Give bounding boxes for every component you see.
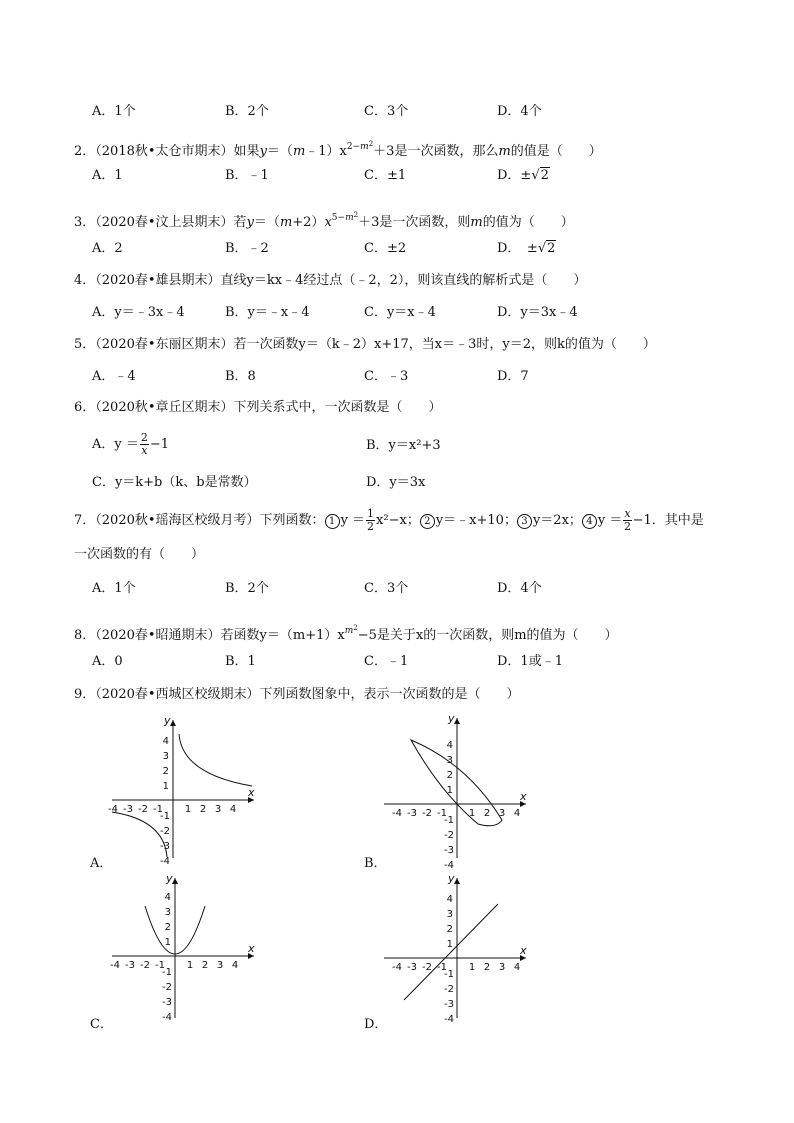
q6-number: 6． bbox=[74, 400, 96, 415]
q6-source: （2020秋•章丘区期末） bbox=[95, 400, 234, 415]
q2-post: 是一次函数，那么 bbox=[394, 144, 499, 159]
graph-d-y-tick-3: -3 bbox=[444, 999, 454, 1010]
q3-tail: 的值为（ ） bbox=[482, 215, 574, 230]
graph-c-ticks bbox=[110, 892, 238, 1023]
graph-d-y-tick-4: -4 bbox=[444, 1014, 454, 1025]
q1-option-a: A．1个 bbox=[92, 104, 136, 119]
graph-c-y-tick-2: -2 bbox=[162, 982, 172, 993]
graph-b-x-tick-2: -2 bbox=[422, 808, 432, 819]
graph-d-x-tick-4: 4 bbox=[513, 962, 521, 973]
graph-c-x-tick-1: -1 bbox=[155, 960, 165, 971]
graph-c-y-tick-4: 4 bbox=[164, 892, 171, 903]
q3-number: 3． bbox=[74, 215, 96, 230]
q3-option-c: C．±2 bbox=[364, 241, 407, 256]
graph-b-y-tick-4: -4 bbox=[444, 860, 454, 871]
q8-number: 8． bbox=[74, 628, 96, 643]
q8-option-a: A．0 bbox=[92, 654, 123, 669]
graph-a-curve-upper bbox=[179, 734, 252, 786]
graph-c-x-tick-1: 1 bbox=[186, 960, 194, 971]
graph-d-y-axis-label: y bbox=[448, 872, 455, 885]
q5-number: 5． bbox=[74, 337, 96, 352]
graph-b-y-tick-2: 2 bbox=[446, 770, 453, 781]
q5-option-a: A．﹣4 bbox=[92, 369, 136, 384]
graph-a-y-tick-3: -3 bbox=[160, 841, 170, 852]
q9-stem bbox=[74, 686, 520, 704]
graph-d-y-tick-2: 2 bbox=[446, 924, 453, 935]
graph-b-y-tick-3: 3 bbox=[446, 755, 453, 766]
graph-c-y-tick-2: 2 bbox=[164, 922, 171, 933]
q1-option-b: B．2个 bbox=[225, 104, 269, 119]
graph-d-x-tick-3: -3 bbox=[407, 962, 417, 973]
q2-source: （2018秋•太仓市期末） bbox=[95, 144, 234, 159]
q3-option-d-radicand: 2 bbox=[547, 241, 556, 256]
graph-b-y-tick-2: -2 bbox=[444, 830, 454, 841]
q7-option-a: A．1个 bbox=[92, 581, 136, 596]
graph-c-x-tick-2: -2 bbox=[140, 960, 150, 971]
graph-a-ticks bbox=[108, 736, 236, 867]
q4-option-a: A．y＝﹣3x﹣4 bbox=[92, 305, 185, 320]
graph-b-y-tick-1: -1 bbox=[444, 815, 454, 826]
graph-a-x-tick-4: 4 bbox=[229, 804, 237, 815]
graph-c-y-tick-1: 1 bbox=[164, 937, 171, 948]
q7-number: 7． bbox=[74, 513, 96, 528]
graph-c-y-tick-4: -4 bbox=[162, 1012, 172, 1023]
graph-b-y-tick-1: 1 bbox=[446, 785, 453, 796]
circled-1-icon: 1 bbox=[325, 514, 340, 529]
q8-option-d: D．1或﹣1 bbox=[497, 654, 563, 669]
q6-option-b: B．y＝x²+3 bbox=[366, 438, 441, 453]
q8-source: （2020春•昭通期末） bbox=[95, 628, 221, 643]
q3-post: 是一次函数，则 bbox=[379, 215, 471, 230]
q6-text: 下列关系式中，一次函数是（ ） bbox=[233, 400, 442, 415]
graph-c bbox=[108, 872, 268, 1022]
q2-pre: 如果 bbox=[233, 144, 260, 159]
graph-c-x-tick-3: 3 bbox=[216, 960, 224, 971]
graph-b-y-tick-3: -3 bbox=[444, 845, 454, 856]
q7-option-c: C．3个 bbox=[364, 581, 409, 596]
q7-option-b: B．2个 bbox=[225, 581, 269, 596]
graph-d-ticks bbox=[392, 894, 520, 1025]
graph-b-x-tick-1: 1 bbox=[468, 808, 476, 819]
graph-a-y-tick-3: 3 bbox=[162, 751, 169, 762]
circled-3-icon: 3 bbox=[517, 514, 532, 529]
graph-a-x-tick-2: 2 bbox=[199, 804, 207, 815]
q4-stem bbox=[74, 272, 586, 290]
q8-pre: 若函数y＝（m+1）x bbox=[220, 628, 345, 643]
q9-number: 9． bbox=[74, 687, 96, 702]
graph-a-x-axis-label: x bbox=[248, 786, 255, 799]
q5-stem bbox=[74, 336, 656, 354]
graph-b-ticks bbox=[392, 740, 520, 871]
graph-d-x-tick-3: 3 bbox=[498, 962, 506, 973]
graph-b-axes bbox=[384, 718, 526, 858]
q2-stem: 2．（2018秋•太仓市期末）如果$y=(m﹣1)x^{2-m^2}+3$是一次函数，那么m的值是（ ） bbox=[74, 140, 602, 159]
graph-a-y-tick-2: 2 bbox=[162, 766, 169, 777]
q2-option-d-radicand: 2 bbox=[540, 168, 549, 183]
q9-text: 下列函数图象中，表示一次函数的是（ ） bbox=[259, 687, 520, 702]
graph-d-y-tick-1: 1 bbox=[446, 939, 453, 950]
q6-option-a-label: A．y ＝ bbox=[92, 437, 139, 452]
graph-d-x-tick-4: -4 bbox=[392, 962, 402, 973]
graph-a-x-tick-1: -1 bbox=[153, 804, 163, 815]
q8-post: −5是关于x的一次函数，则m的值为（ ） bbox=[357, 628, 618, 643]
graph-d-x-axis-label: x bbox=[520, 944, 527, 957]
graph-d-x-tick-2: 2 bbox=[483, 962, 491, 973]
graph-d-y-tick-4: 4 bbox=[446, 894, 453, 905]
q4-number: 4． bbox=[74, 273, 96, 288]
graph-c-y-axis-label: y bbox=[166, 872, 173, 885]
q3-option-a: A．2 bbox=[92, 241, 123, 256]
q5-option-c: C．﹣3 bbox=[364, 369, 409, 384]
q7-item1-tail: x²−x； bbox=[376, 513, 420, 528]
q2-tail: 的值是（ ） bbox=[510, 144, 602, 159]
graph-d-x-tick-2: -2 bbox=[422, 962, 432, 973]
q3-stem: 3．（2020春•汶上县期末）若$y=(m+2)x^{5-m^2}+3$是一次函数，则m的值为（ ） bbox=[74, 211, 574, 230]
graph-b-x-tick-2: 2 bbox=[483, 808, 491, 819]
graph-d-y-tick-1: -1 bbox=[444, 969, 454, 980]
graph-d bbox=[380, 872, 540, 1025]
q4-option-b: B．y＝﹣x﹣4 bbox=[225, 305, 310, 320]
graph-c-x-tick-3: -3 bbox=[125, 960, 135, 971]
graph-c-x-tick-4: -4 bbox=[110, 960, 120, 971]
graph-a-y-axis-label: y bbox=[164, 714, 171, 727]
q7-source: （2020秋•瑶海区校级月考） bbox=[95, 513, 260, 528]
q6-option-c: C．y＝k+b（k、b是常数） bbox=[92, 475, 257, 490]
q8-option-b: B．1 bbox=[225, 654, 256, 669]
graph-d-y-tick-3: 3 bbox=[446, 909, 453, 920]
graph-d-label: D． bbox=[364, 1017, 388, 1032]
graph-a-x-tick-3: -3 bbox=[123, 804, 133, 815]
graph-a-x-tick-2: -2 bbox=[138, 804, 148, 815]
q1-option-c: C．3个 bbox=[364, 104, 409, 119]
graph-b-x-tick-4: 4 bbox=[513, 808, 521, 819]
graph-a bbox=[108, 712, 268, 867]
graph-d-x-tick-1: 1 bbox=[468, 962, 476, 973]
graph-b-x-axis-label: x bbox=[520, 790, 527, 803]
q6-option-d: D．y＝3x bbox=[366, 475, 426, 490]
q2-option-d-label: D．± bbox=[497, 168, 532, 183]
q7-item3: y＝2x； bbox=[532, 513, 582, 528]
q8-stem: 8．（2020春•昭通期末）若函数$y=(m+1)x^{m^2}-5$是关于x的一次函数，则m的值为（ ） bbox=[74, 624, 618, 643]
graph-d-y-tick-2: -2 bbox=[444, 984, 454, 995]
q7-item2: y＝﹣x+10； bbox=[435, 513, 517, 528]
graph-c-axes bbox=[112, 878, 254, 1018]
q7-item4-fraction: $\frac{x}{2}$ bbox=[624, 507, 631, 533]
q6-option-a-tail: −1 bbox=[149, 437, 170, 452]
graph-a-x-tick-1: 1 bbox=[184, 804, 192, 815]
graph-b-label: B． bbox=[364, 856, 387, 871]
graph-d-x-tick-1: -1 bbox=[437, 962, 447, 973]
graph-a-x-tick-3: 3 bbox=[214, 804, 222, 815]
q2-option-d: D．±√2 bbox=[497, 168, 549, 183]
graph-c-label: C． bbox=[90, 1017, 113, 1032]
q3-source: （2020春•汶上县期末） bbox=[95, 215, 234, 230]
q6-stem bbox=[74, 399, 442, 417]
graph-a-x-tick-4: -4 bbox=[108, 804, 118, 815]
q2-option-b: B．﹣1 bbox=[225, 168, 269, 183]
graph-a-y-tick-1: 1 bbox=[162, 781, 169, 792]
q7-text: 下列函数： bbox=[259, 513, 325, 528]
circled-4-icon: 4 bbox=[582, 514, 597, 529]
graph-b-x-tick-1: -1 bbox=[437, 808, 447, 819]
q7-option-d: D．4个 bbox=[497, 581, 542, 596]
graph-b-y-axis-label: y bbox=[448, 712, 455, 725]
graph-b-x-tick-4: -4 bbox=[392, 808, 402, 819]
graph-b-x-tick-3: 3 bbox=[498, 808, 506, 819]
q6-option-a bbox=[92, 432, 169, 457]
graph-a-label: A． bbox=[90, 856, 113, 871]
q5-source: （2020春•东丽区期末） bbox=[95, 337, 234, 352]
q2-option-c: C．±1 bbox=[364, 168, 407, 183]
graph-b-y-tick-4: 4 bbox=[446, 740, 453, 751]
q3-pre: 若 bbox=[233, 215, 247, 230]
graph-a-y-tick-4: 4 bbox=[162, 736, 169, 747]
q7-stem-line2: 一次函数的有（ ） bbox=[74, 547, 205, 562]
q4-source: （2020春•雄县期末） bbox=[95, 273, 221, 288]
q2-number: 2． bbox=[74, 144, 96, 159]
q6-option-a-fraction: $\frac{2}{x}$ bbox=[140, 431, 148, 457]
graph-c-y-tick-3: 3 bbox=[164, 907, 171, 918]
graph-c-y-tick-1: -1 bbox=[162, 967, 172, 978]
graph-c-x-axis-label: x bbox=[248, 942, 255, 955]
q3-option-d: D． ±√2 bbox=[497, 241, 556, 256]
q1-option-d: D．4个 bbox=[497, 104, 542, 119]
graph-a-axes bbox=[112, 720, 254, 858]
q5-text: 若一次函数y＝（k﹣2）x+17，当x＝﹣3时，y＝2，则k的值为（ ） bbox=[233, 337, 656, 352]
q2-option-a: A．1 bbox=[92, 168, 123, 183]
q3-option-d-label: D． ± bbox=[497, 241, 538, 256]
graph-c-x-tick-4: 4 bbox=[231, 960, 239, 971]
q4-option-d: D．y＝3x﹣4 bbox=[497, 305, 578, 320]
q4-option-c: C．y＝x﹣4 bbox=[364, 305, 436, 320]
q5-option-b: B．8 bbox=[225, 369, 256, 384]
q7-item4-tail: −1．其中是 bbox=[632, 513, 704, 528]
graph-c-y-tick-3: -3 bbox=[162, 997, 172, 1008]
q7-stem: 7．（2020秋•瑶海区校级月考）下列函数： 1 y ＝ $\frac{1}{2}$ x²−x； 2 y＝﹣x+10； 3 y＝2x； 4 y ＝ $\frac{x}{2}$ −1．其中是 bbox=[74, 507, 704, 533]
graph-c-x-tick-2: 2 bbox=[201, 960, 209, 971]
circled-2-icon: 2 bbox=[420, 514, 435, 529]
q8-option-c: C．﹣1 bbox=[364, 654, 409, 669]
graph-a-y-tick-4: -4 bbox=[160, 856, 170, 867]
graph-a-y-tick-2: -2 bbox=[160, 826, 170, 837]
graph-b bbox=[380, 712, 540, 871]
q7-item1-fraction: $\frac{1}{2}$ bbox=[367, 507, 375, 533]
q4-text: 直线y＝kx﹣4经过点（﹣2，2），则该直线的解析式是（ ） bbox=[220, 273, 587, 288]
q9-source: （2020春•西城区校级期末） bbox=[95, 687, 260, 702]
q3-option-b: B．﹣2 bbox=[225, 241, 269, 256]
graph-a-y-tick-1: -1 bbox=[160, 811, 170, 822]
q5-option-d: D．7 bbox=[497, 369, 529, 384]
graph-a-curve-lower bbox=[112, 812, 167, 857]
graph-b-x-tick-3: -3 bbox=[407, 808, 417, 819]
